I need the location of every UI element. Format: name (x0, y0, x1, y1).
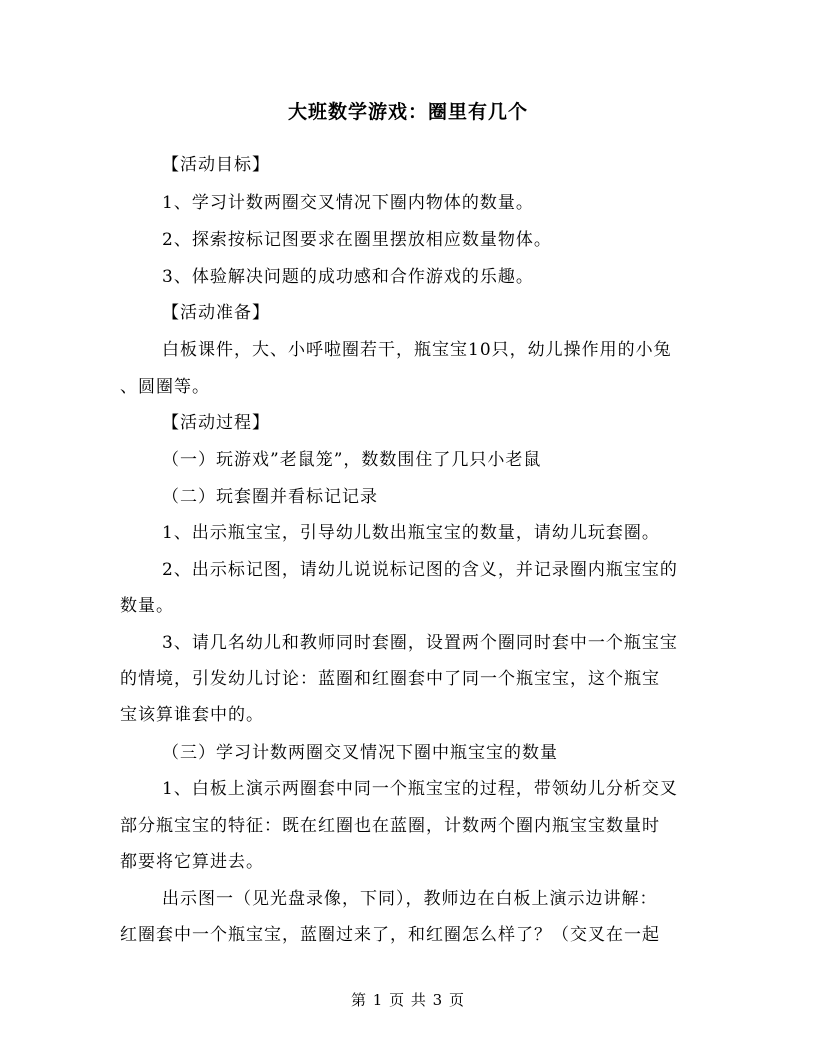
paragraph-line: 白板课件，大、小呼啦圈若干，瓶宝宝10只，幼儿操作用的小兔 (162, 340, 672, 360)
paragraph-line: 、圆圈等。 (120, 377, 210, 397)
page-title: 大班数学游戏：圈里有几个 (287, 101, 528, 123)
paragraph-line: 2、探索按标记图要求在圈里摆放相应数量物体。 (162, 230, 552, 250)
paragraph-line: 出示图一（见光盘录像，下同），教师边在白板上演示边讲解： (162, 889, 658, 909)
paragraph-line: 3、请几名幼儿和教师同时套圈，设置两个圈同时套中一个瓶宝宝 (162, 633, 678, 653)
paragraph-line: 部分瓶宝宝的特征：既在红圈也在蓝圈，计数两个圈内瓶宝宝数量时 (120, 816, 660, 836)
subsection-heading: （三）学习计数两圈交叉情况下圈中瓶宝宝的数量 (162, 743, 558, 763)
subsection-heading: （一）玩游戏”老鼠笼”，数数围住了几只小老鼠 (162, 450, 542, 470)
paragraph-line: 1、学习计数两圈交叉情况下圈内物体的数量。 (162, 193, 534, 213)
paragraph-line: 宝该算谁套中的。 (120, 705, 264, 725)
paragraph-line: 数量。 (120, 596, 174, 616)
section-heading-goals: 【活动目标】 (162, 155, 270, 175)
page-footer: 第 1 页 共 3 页 (351, 991, 465, 1009)
paragraph-line: 1、白板上演示两圈套中同一个瓶宝宝的过程，带领幼儿分析交叉 (162, 779, 678, 799)
section-heading-preparation: 【活动准备】 (162, 303, 270, 323)
paragraph-line: 红圈套中一个瓶宝宝，蓝圈过来了，和红圈怎么样了？（交叉在一起 (120, 925, 660, 945)
paragraph-line: 都要将它算进去。 (120, 852, 264, 872)
section-heading-process: 【活动过程】 (162, 413, 270, 433)
subsection-heading: （二）玩套圈并看标记记录 (162, 487, 378, 507)
paragraph-line: 3、体验解决问题的成功感和合作游戏的乐趣。 (162, 267, 534, 287)
paragraph-line: 2、出示标记图，请幼儿说说标记图的含义，并记录圈内瓶宝宝的 (162, 560, 678, 580)
paragraph-line: 1、出示瓶宝宝，引导幼儿数出瓶宝宝的数量，请幼儿玩套圈。 (162, 523, 660, 543)
paragraph-line: 的情境，引发幼儿讨论：蓝圈和红圈套中了同一个瓶宝宝，这个瓶宝 (120, 669, 660, 689)
